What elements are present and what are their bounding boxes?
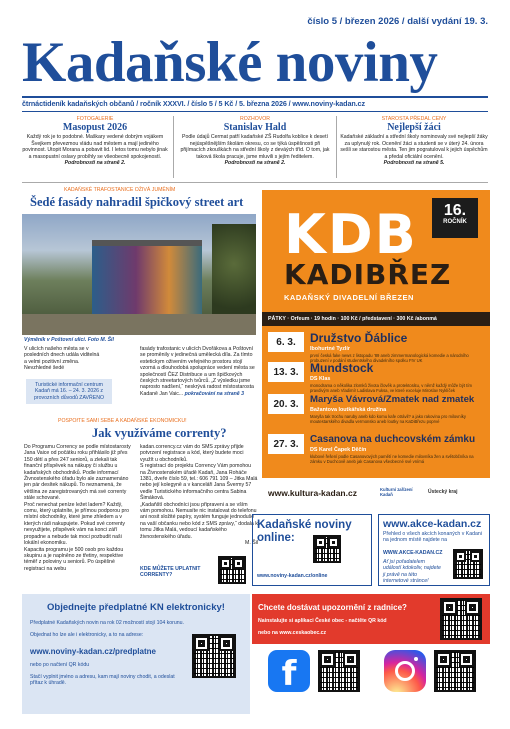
article2-p6: „Kadaňští obchodníci jsou připraveni a se vším vám pomohou. Nemusíte nic instalovat do telefonu ani nosit složité papíry, systém funguje jednoduše na vaší občanku nebo kód z SMS zprávy,“ dodala k tomu Jitka Malá, vedoucí kadaňského živnostenského úřadu.: [140, 501, 258, 540]
akce-body: Přehled o všech akcích konaných v Kadani na jednom místě najdete na: [383, 531, 482, 544]
event-company: DS Klas: [310, 376, 331, 382]
kdb-edition-badge: [432, 198, 478, 238]
masthead-rule-bottom: [22, 111, 488, 112]
article1-kicker: KADAŇSKÉ TRAFOSTANICE OŽIVÁ JUMĚNÍM: [64, 187, 176, 193]
badge-number: 16.: [443, 202, 467, 219]
event-date: 20. 3.: [268, 394, 304, 414]
article2-p2: Proč nenechat peníze ležet ladem? Každý, comu, který uplatníte, je přímou podporou pro místní obchodníky, které jsme zhledem a v kterých rádi nakupujete. Pokud své correnty nevyužijete, přispěvek vám na konci září propadne a nebude tak moci pozbudit naši lokální ekonomiku.: [24, 501, 129, 547]
masthead-rule: [22, 96, 488, 98]
article1-col1: V ulicích našeho města se v posledních dnech udála viditelná a velmi pozitivní změna. Nevzhledné šedé: [24, 346, 100, 372]
kdb-footer: [262, 478, 490, 508]
photo-ground: [22, 314, 256, 335]
article1-col2-text: fasády trafostanic v ulicích Dvořákova a Poštovní se proměnily v jedinečná umělecká díla. Za tímto estetickym oživením veřejného prostoru stojí vzorná a dlouhodobá spolupráce vedení města se společností ČEZ Distribuce a um špičkových českých streetartových tvůrců. „Z výsledku jsme naprosto nadšení,“ neskrývá radost místostarosta Kadaně Jan Vaic...: [140, 346, 255, 397]
akce-box: [378, 514, 490, 586]
teaser-more: Podrobnosti na straně 2.: [224, 160, 286, 167]
article2-p3: Kapacita programu je 500 osob pro každou skupinu a je naplněno ze třetiny, respektive téměř z poloviny u seniorů. Po úspěšné registraci na webu: [24, 546, 124, 572]
akce-qr-code[interactable]: [453, 549, 483, 579]
article1-photo: [22, 214, 256, 335]
teaser-title: Stanislav Hald: [223, 122, 287, 134]
instagram-dot: [414, 657, 418, 661]
event-company: Ibohurtné Tyzlír: [310, 346, 351, 352]
facebook-icon[interactable]: f: [268, 650, 310, 692]
article1-caption: Výměník v Poštovní ulici. Foto M. Šil: [24, 337, 114, 343]
masthead-subline: čtrnáctideník kadaňských občanů / ročník XXXVI. / číslo 5 / 5 Kč / 5. března 2026 / www.noviny-kadan.cz: [22, 99, 365, 108]
subscribe-title: Objednejte předplatné KN elektronicky!: [47, 602, 225, 613]
article2-author: M. Šil: [245, 540, 258, 547]
tic-closed-box: Turistické informační centrum Kadaň má 16. – 24. 3. 2026 z provozních důvodů ZAVŘENO: [26, 379, 112, 404]
masthead: Kadaňské noviny: [22, 31, 438, 94]
akce-title[interactable]: www.akce-kadan.cz: [383, 518, 482, 530]
subscribe-url[interactable]: www.noviny-kadan.cz/predplatne: [30, 647, 156, 656]
teaser-zaci[interactable]: [340, 116, 488, 166]
article1-title[interactable]: Šedé fasády nahradil špičkový street art: [30, 195, 244, 209]
ceske-obec-qr-code[interactable]: [440, 598, 482, 640]
event-desc: první česká fake news z listopadu ’89 aneb zimmermanologická komedie a národního probuzení v podání studentského divadelního spolku FIV UK: [310, 353, 469, 363]
article1-more[interactable]: pokračování na straně 3: [184, 390, 245, 397]
teaser-hald[interactable]: [178, 116, 332, 166]
teaser-body: Podle údajů Cermat patří kadaňské ZŠ Rudolfa koblice k desetí nejúspěšnějším školám okresu, co se týká úspěšnosti při přijímacích zkouškách na střední školy z deváých tříd. O tom, jak taková škola pracuje, jsme mluvili s jejím ředitelem.: [180, 134, 330, 160]
teaser-body: Kadaňské základní a střední školy nominovaly své nejlepší žáky za uplynulý rok. Ocenění žáci a studenti se v úterý 24. února sešli se starostou města. Ten jim pogratuloval k jejich úspěchům a předal oficiální ocenění.: [340, 134, 488, 160]
article2-kicker: POSPOřTE SAMI SEBE A KADAŇSKÉ EKONOMICKU!: [58, 418, 187, 424]
sponsor-ustecky-kraj: Ústecký kraj: [428, 489, 458, 495]
event-title: Mundstock: [310, 361, 374, 375]
event-title: Casanova na duchcovském zámku: [310, 434, 476, 445]
badge-word: ROČNÍK: [443, 219, 467, 225]
teaser-bottom-rule: [22, 182, 488, 183]
teaser-more: Podrobnosti na straně 5.: [383, 160, 445, 167]
online-url[interactable]: www.noviny-kadan.cz/online: [257, 573, 328, 579]
instagram-lens: [395, 661, 415, 681]
kdb-logo-top: KDB: [284, 203, 418, 266]
teaser-divider: [336, 116, 337, 178]
subscribe-line2: Objednat ho lze ale i elektronicky, a to na adrese:: [30, 632, 144, 638]
akce-note: Ať jsi pořadatelem událostí kdokoliv, najdete ji právě na této internetové stránce!: [383, 559, 441, 585]
instagram-icon[interactable]: [384, 650, 426, 692]
teaser-body: Každý rok je to podobné. Maškary vedené dobrým vojákem Švejkem převezmou vládu nad městem a mají jediného povinnost. Utopit Morana a pobavit lid. I letos tomu nebylo jinak a masopustní oslavy probíhly se všeobecně spokojeností.: [22, 134, 168, 160]
photo-building: [92, 240, 202, 315]
online-title: Kadaňské noviny online:: [257, 519, 352, 544]
article2-col2: [140, 444, 258, 547]
article2-p4: kadan.corrency.cz vám do SMS zprávy přijde potvrzení registrace a kód, který budete moci využít u obchodníků.: [140, 444, 244, 463]
teaser-title: Masopust 2026: [62, 122, 128, 134]
issue-line: číslo 5 / březen 2026 / další vydání 19. 3.: [307, 16, 488, 27]
kdb-subtitle: KADAŇSKÝ DIVADELNÍ BŘEZEN: [284, 293, 414, 302]
teaser-more: Podrobnosti na straně 2.: [64, 160, 126, 167]
article2-p5: S registrací do projektu Corrency Vám pomohou na Živnostenském úřadě Kadaň, Jana Roháče 1381, dveře číslo 59, tel.: 606 791 109 – Jitka Malá nebo její kolegyně a v kanceláři Jana Švermy 57 vedle Turistického informačního centra Sabina Šimáková.: [140, 463, 258, 502]
event-desc: Maryša tak trochu naruby aneb kdo komu kafe otrávil? a jako rakovina pro milovníky moutestarského divadla vermonsko aneb loutky na KaDiBřezu poprvé: [310, 414, 466, 424]
article2-title[interactable]: Jak využíváme correnty?: [92, 426, 227, 440]
photo-tree: [212, 224, 256, 324]
online-qr-code[interactable]: [313, 535, 341, 563]
teaser-divider: [173, 116, 174, 178]
event-date: 27. 3.: [268, 434, 304, 454]
online-box: [252, 514, 372, 586]
ceske-line: Nainstalujte si aplikaci České obec - načtěte QR kód: [258, 618, 387, 624]
subscribe-line1: Předplatné Kadaňských novin na rok 02 možností stojí 104 korunu.: [30, 620, 184, 626]
correncty-qr-label: KDE MŮŽETE UPLATNIT CORRENTY?: [140, 566, 201, 579]
event-date: 13. 3.: [268, 362, 304, 382]
subscribe-box: [22, 594, 250, 714]
teaser-kicker: ROZHOVOR: [240, 116, 270, 122]
facebook-qr-code[interactable]: [318, 650, 360, 692]
article2-p1: Do Programu Correncу se podle místostarosty Jana Vaice od počátku roku přihlásilo již přes 150 dětí a přes 247 seniorů, a zlekali tak finanční příspěvek na nákupy či službu u kadaňských obchodníků. Podle informací Živnostenského úřadu bylo ale zaznamenáno jen pár desítek nákupů. To neznamená, že většina ze zaregistrovaných má své correnty stále schované.: [24, 444, 131, 502]
article1-col2: [140, 346, 258, 397]
article2-col1: [24, 444, 136, 572]
sponsor-kzk: Kulturní zařízení Kadaň: [380, 487, 413, 497]
kdb-info-bar: PÁTKY · Orfeum · 19 hodin · 100 Kč / představení · 300 Kč /abonmá: [262, 312, 490, 326]
subscribe-line3: nebo po načtení QR kódu: [30, 662, 90, 668]
ceske-link[interactable]: nebo na www.ceskaobec.cz: [258, 630, 327, 636]
event-title: Maryša Vávrová/Zmatek nad zmatek: [310, 394, 475, 405]
akce-url[interactable]: WWW.AKCE-KADAN.CZ: [383, 550, 443, 556]
kdb-logo-bottom: KADIBŘEZ: [284, 258, 452, 291]
event-desc: monodrama o několika zlomků života člověk a protektorátu, v němž každý může být tím pravdivým aneb Vladimír Ladislava Fuksa, ve které exceluje Miroslav Nyklíček: [310, 383, 472, 393]
kdb-poster: [262, 190, 490, 508]
event-company: Bažantova loutkářská družina: [310, 407, 387, 413]
event-company: DS Karel Čapek Děčín: [310, 447, 367, 453]
subscribe-line4: Stačí vyplnit jméno a adresu, kam mají noviny chodit, a odeslat přítaz k úhradě.: [30, 674, 175, 687]
teaser-kicker: FOTOGALERIE: [76, 116, 114, 122]
correncty-qr-code[interactable]: [218, 556, 246, 584]
ceske-title: Chcete dostávat upozornění z radnice?: [258, 603, 407, 612]
teaser-title: Nejlepší žáci: [387, 122, 441, 134]
subscribe-qr-code[interactable]: [192, 634, 236, 678]
event-title: Družstvo Ďáblice: [310, 331, 408, 345]
kdb-web-link[interactable]: www.kultura-kadan.cz: [268, 488, 357, 498]
event-date: 6. 3.: [268, 332, 304, 352]
event-desc: klubové řešení podle Casanovových pamětí ne komedie milovníka žen a světobčníka na zámku v Duchcově aneb jak Casanova všeobecné své vnímá: [310, 454, 474, 464]
teaser-kicker: STAROSTA PŘEDAL CENY: [381, 116, 447, 122]
teaser-masopust[interactable]: [22, 116, 168, 166]
instagram-qr-code[interactable]: [434, 650, 476, 692]
